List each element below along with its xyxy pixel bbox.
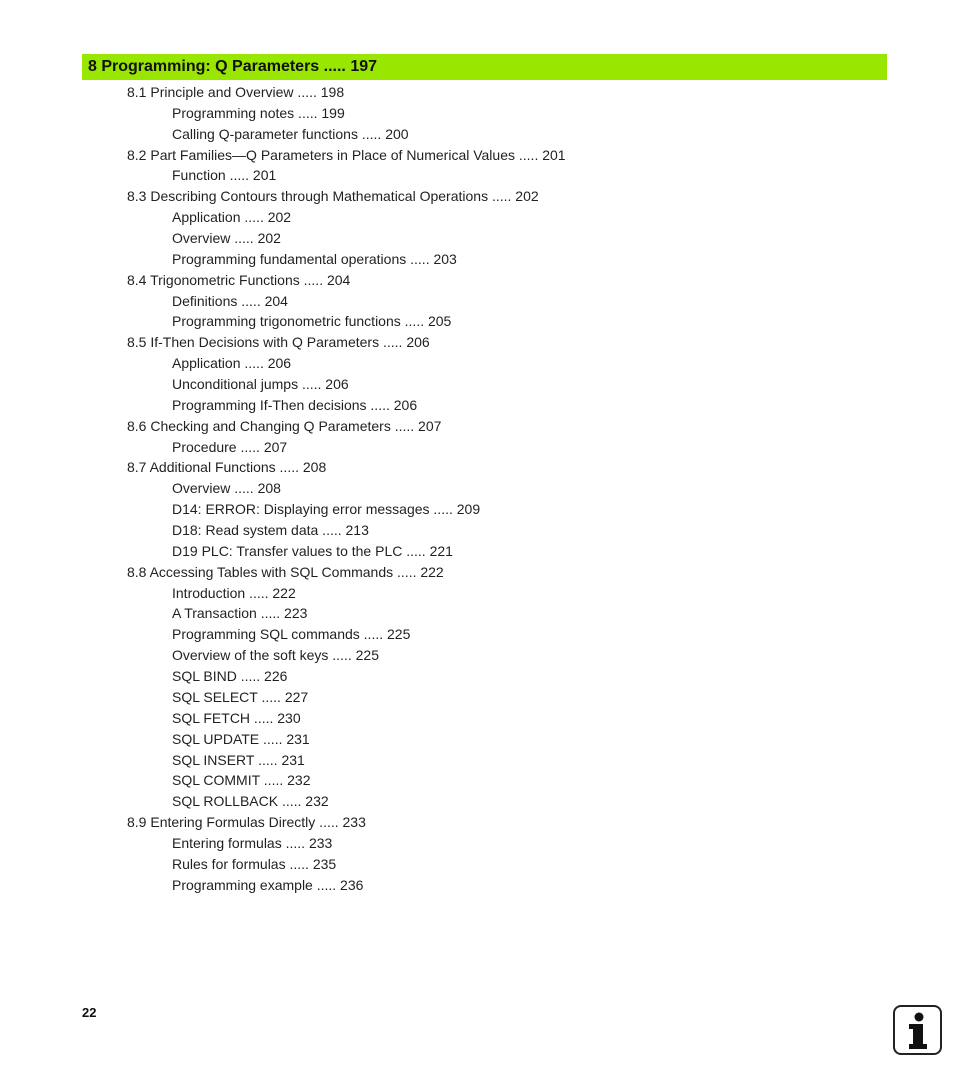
toc-subsection-entry[interactable]: Definitions ..... 204	[172, 292, 288, 309]
toc-subsection-entry[interactable]: SQL UPDATE ..... 231	[172, 730, 310, 747]
toc-subsection-entry[interactable]: Unconditional jumps ..... 206	[172, 376, 349, 393]
toc-subsection-entry[interactable]: SQL SELECT ..... 227	[172, 688, 309, 705]
toc-subsection-entry[interactable]: Overview of the soft keys ..... 225	[172, 647, 379, 664]
toc-section-entry[interactable]: 8.5 If-Then Decisions with Q Parameters ..... 206	[127, 334, 430, 351]
toc-section-entry[interactable]: 8.2 Part Families—Q Parameters in Place of Numerical Values ..... 201	[127, 146, 566, 163]
toc-subsection-entry[interactable]: Procedure ..... 207	[172, 438, 288, 455]
chapter-heading-bar	[82, 54, 887, 80]
toc-subsection-entry[interactable]: Overview ..... 202	[172, 230, 281, 247]
toc-section-entry[interactable]: 8.7 Additional Functions ..... 208	[127, 459, 327, 476]
toc-section-entry[interactable]: 8.8 Accessing Tables with SQL Commands ..... 222	[127, 563, 444, 580]
table-of-contents	[0, 82, 954, 896]
info-glyph	[895, 1007, 940, 1053]
toc-subsection-entry[interactable]: Application ..... 202	[172, 209, 292, 226]
toc-subsection-entry[interactable]: SQL FETCH ..... 230	[172, 709, 301, 726]
toc-section-entry[interactable]: 8.9 Entering Formulas Directly ..... 233	[127, 814, 366, 831]
toc-subsection-entry[interactable]: Programming example ..... 236	[172, 876, 364, 893]
toc-subsection-entry[interactable]: A Transaction ..... 223	[172, 605, 308, 622]
toc-section-entry[interactable]: 8.1 Principle and Overview ..... 198	[127, 84, 345, 100]
toc-subsection-entry[interactable]: Overview ..... 208	[172, 480, 281, 497]
page-number: 22	[82, 1005, 97, 1020]
toc-subsection-entry[interactable]: SQL ROLLBACK ..... 232	[172, 793, 329, 810]
toc-subsection-entry[interactable]: D18: Read system data ..... 213	[172, 522, 369, 539]
toc-subsection-entry[interactable]: Calling Q-parameter functions ..... 200	[172, 125, 409, 142]
toc-subsection-entry[interactable]: D19 PLC: Transfer values to the PLC ..... 221	[172, 542, 453, 559]
toc-subsection-entry[interactable]: Rules for formulas ..... 235	[172, 855, 337, 872]
chapter-heading[interactable]: 8 Programming: Q Parameters ..... 197	[88, 58, 378, 75]
toc-subsection-entry[interactable]: Programming notes ..... 199	[172, 104, 345, 121]
toc-subsection-entry[interactable]: SQL INSERT ..... 231	[172, 751, 305, 768]
toc-subsection-entry[interactable]: Function ..... 201	[172, 167, 277, 184]
toc-subsection-entry[interactable]: D14: ERROR: Displaying error messages ..... 209	[172, 501, 481, 518]
toc-section-entry[interactable]: 8.6 Checking and Changing Q Parameters ..... 207	[127, 417, 442, 434]
toc-subsection-entry[interactable]: Programming If-Then decisions ..... 206	[172, 396, 418, 413]
toc-subsection-entry[interactable]: SQL COMMIT ..... 232	[172, 772, 311, 789]
toc-subsection-entry[interactable]: Programming trigonometric functions ..... 205	[172, 313, 452, 330]
toc-subsection-entry[interactable]: Programming fundamental operations ..... 203	[172, 250, 457, 267]
toc-subsection-entry[interactable]: Programming SQL commands ..... 225	[172, 626, 411, 643]
info-icon	[893, 1005, 942, 1055]
toc-section-entry[interactable]: 8.3 Describing Contours through Mathematical Operations ..... 202	[127, 188, 539, 205]
toc-section-entry[interactable]: 8.4 Trigonometric Functions ..... 204	[127, 271, 351, 288]
toc-subsection-entry[interactable]: Application ..... 206	[172, 355, 292, 372]
toc-subsection-entry[interactable]: Introduction ..... 222	[172, 584, 296, 601]
toc-subsection-entry[interactable]: SQL BIND ..... 226	[172, 668, 288, 685]
toc-subsection-entry[interactable]: Entering formulas ..... 233	[172, 834, 333, 851]
